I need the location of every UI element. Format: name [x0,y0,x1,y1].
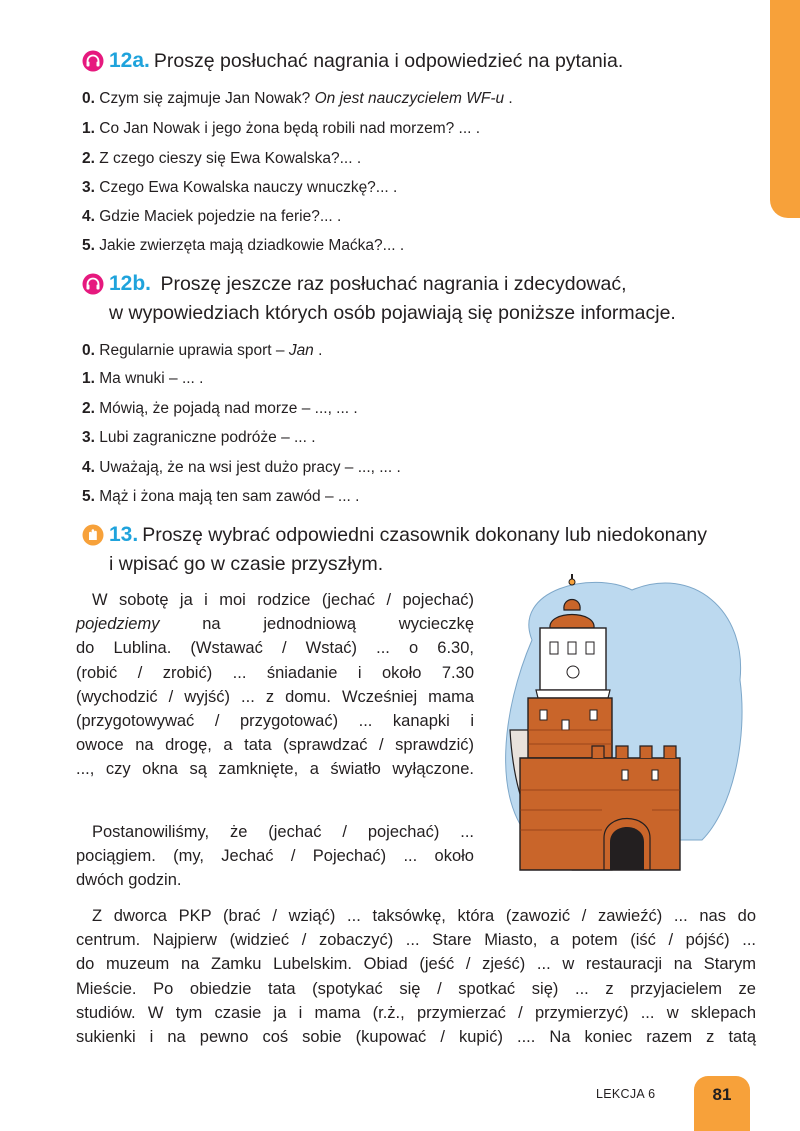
example-answer: On jest nauczycielem WF-u [314,90,505,107]
list-item: 1. Ma wnuki – ... . [82,370,204,387]
list-item: 4. Gdzie Maciek pojedzie na ferie?... . [82,208,342,225]
exercise-12b-title [82,269,748,328]
tower-illustration [492,570,748,878]
text-line: (robić / zrobić) ... śniadanie i około 7.30 [76,663,474,682]
text-line: (wychodzić / wyjść) ... z domu. Wcześniej mama [76,687,474,706]
exercise-number: 13. [109,523,139,546]
exercise-instruction-line1: Proszę jeszcze raz posłuchać nagrania i zdecydować, [160,273,627,295]
list-item: 3. Lubi zagraniczne podróże – ... . [82,429,316,446]
page-number: 81 [694,1076,750,1131]
text-line: do Lublina. (Wstawać / Wstać) ... o 6.30, [76,639,474,658]
list-item: 2. Z czego cieszy się Ewa Kowalska?... . [82,150,362,167]
exercise-number: 12a. [109,49,150,72]
text-line: owoce na drogę, a tata (sprawdzać / sprawdzić) [76,736,474,755]
example-answer: Jan [288,342,314,359]
exercise-instruction-line2: w wypowiedziach których osób pojawiają się poniższe informacje. [109,302,676,324]
list-item: 0. Czym się zajmuje Jan Nowak? On jest nauczycielem WF-u . [82,90,513,107]
text-line: (przygotowywać / przygotować) ... kanapki i [76,712,474,731]
text-line: Z dworca PKP (brać / wziąć) ... taksówkę, która (zawozić / zawieźć) ... nas do [92,907,756,925]
list-item: 5. Mąż i żona mają ten sam zawód – ... . [82,488,360,505]
list-item: 4. Uważają, że na wsi jest dużo pracy – ..., ... . [82,459,401,476]
list-item: 3. Czego Ewa Kowalska nauczy wnuczkę?... . [82,179,398,196]
example-answer: pojedziemy [76,615,160,634]
list-item: 2. Mówią, że pojadą nad morze – ..., ... . [82,400,358,417]
list-item: 0. Regularnie uprawia sport – Jan . [82,342,323,359]
lesson-label: LEKCJA 6 [596,1087,656,1101]
text-line: studiów. W tym czasie ja i mama (r.ż., przymierzać / przymierzyć) ... w sklepach [76,1003,756,1022]
list-item: 5. Jakie zwierzęta mają dziadkowie Maćka?... . [82,237,405,254]
text-line: centrum. Najpierw (widzieć / zobaczyć) ... Stare Miasto, a potem (iść / pójść) ... [76,931,756,950]
side-tab [770,0,800,218]
exercise-instruction: Proszę posłuchać nagrania i odpowiedzieć na pytania. [153,50,624,72]
text-line: Postanowiliśmy, że (jechać / pojechać) ... [92,823,474,841]
paragraph-2 [76,820,474,893]
paragraph-3 [76,904,756,1049]
text-line: ..., czy okna są zamknięte, a światło wyłączone. [76,760,474,779]
text-line: do muzeum na Zamku Lubelskim. Obiad (jeść / zjeść) ... w restauracji na Starym [76,955,756,974]
text-line: sukienki i na pewno coś sobie (kupować / kupić) .... Na koniec razem z tatą [76,1028,756,1047]
exercise-12a-title [82,46,748,76]
paragraph-1 [76,588,474,782]
exercise-instruction-line2: i wpisać go w czasie przyszłym. [109,553,384,575]
text-line: W sobotę ja i moi rodzice (jechać / pojechać) [92,591,474,609]
exercise-instruction-line1: Proszę wybrać odpowiedni czasownik dokonany lub niedokonany [142,524,707,546]
exercise-number: 12b. [109,272,152,295]
text-line: pociągiem. (my, Jechać / Pojechać) ... około [76,847,474,866]
list-item: 1. Co Jan Nowak i jego żona będą robili nad morzem? ... . [82,120,481,137]
text-line: pojedziemy na jednodniową wycieczkę [76,615,474,634]
text-line: dwóch godzin. [76,871,182,890]
text-line: Mieście. Po obiedzie tata (spotykać się / spotkać się) ... z przyjacielem ze [76,979,756,998]
